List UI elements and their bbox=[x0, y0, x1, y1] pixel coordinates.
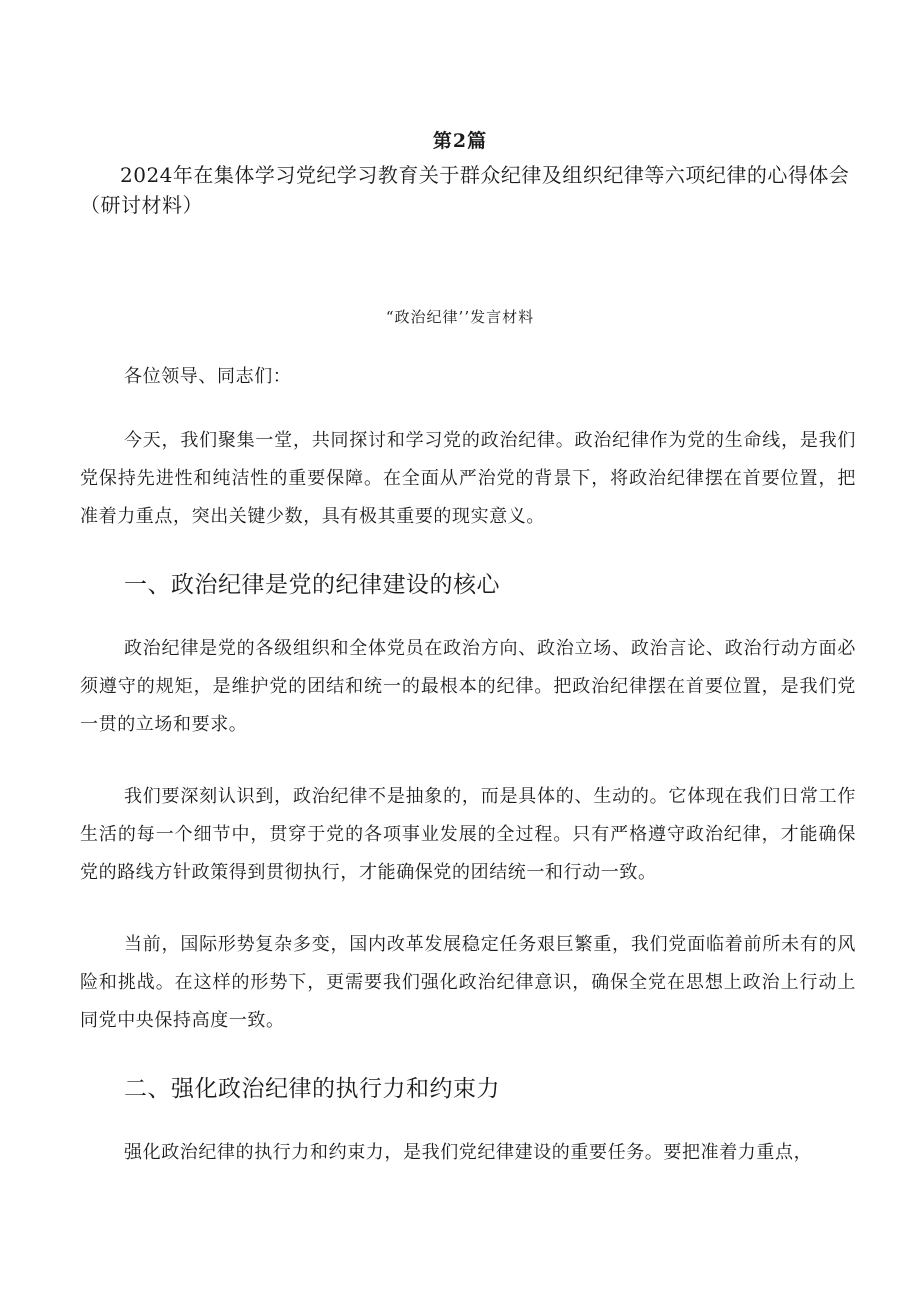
paragraph-section1-b: 我们要深刻认识到，政治纪律不是抽象的，而是具体的、生动的。它体现在我们日常工作生活的每一个细节中，贯穿于党的各项事业发展的全过程。只有严格遵守政治纪律，才能确保党的路线方针政策得到贯彻执行，才能确保党的团结统一和行动一致。 bbox=[80, 786, 856, 883]
section-heading-2: 二、强化政治纪律的执行力和约束力 bbox=[124, 1076, 500, 1102]
document-subtitle: “政治纪律’’发言材料 bbox=[385, 308, 535, 326]
salutation: 各位领导、同志们： bbox=[124, 366, 292, 387]
chapter-label: 第2篇 bbox=[432, 130, 488, 152]
section-heading-1: 一、政治纪律是党的纪律建设的核心 bbox=[124, 572, 500, 598]
paragraph-section1-a: 政治纪律是党的各级组织和全体党员在政治方向、政治立场、政治言论、政治行动方面必须遵守的规矩，是维护党的团结和统一的最根本的纪律。把政治纪律摆在首要位置，是我们党一贯的立场和要求。 bbox=[80, 638, 856, 735]
paragraph-section2-a: 强化政治纪律的执行力和约束力，是我们党纪律建设的重要任务。要把准着力重点， bbox=[124, 1142, 813, 1163]
document-title: 2024年在集体学习党纪学习教育关于群众纪律及组织纪律等六项纪律的心得体会（研讨材料） bbox=[80, 163, 850, 217]
paragraph-intro: 今天，我们聚集一堂，共同探讨和学习党的政治纪律。政治纪律作为党的生命线，是我们党保持先进性和纯洁性的重要保障。在全面从严治党的背景下，将政治纪律摆在首要位置，把准着力重点，突出关键少数，具有极其重要的现实意义。 bbox=[80, 430, 856, 527]
paragraph-section1-c: 当前，国际形势复杂多变，国内改革发展稳定任务艰巨繁重，我们党面临着前所未有的风险和挑战。在这样的形势下，更需要我们强化政治纪律意识，确保全党在思想上政治上行动上同党中央保持高度一致。 bbox=[80, 934, 856, 1031]
